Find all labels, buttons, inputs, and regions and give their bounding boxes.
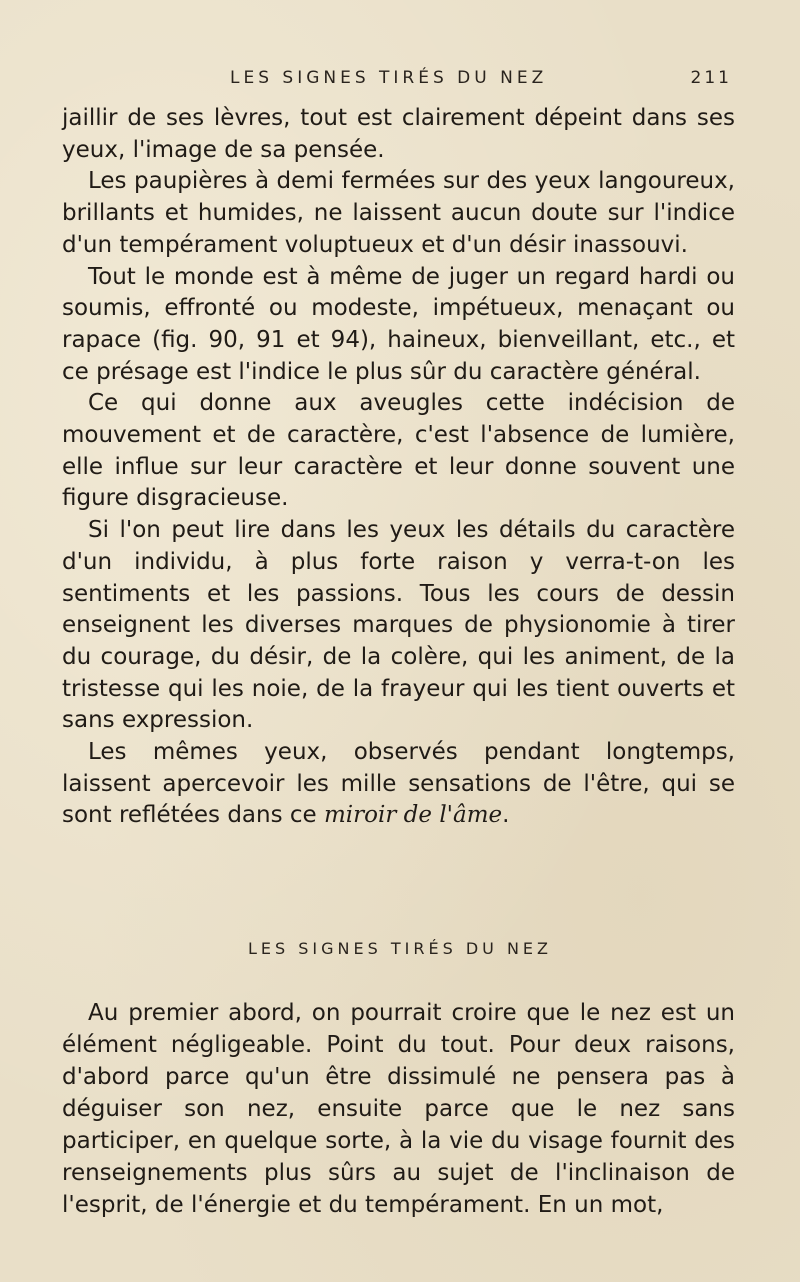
paragraph-mirror-italic: miroir de l'âme [324,802,503,829]
section-heading: LES SIGNES TIRÉS DU NEZ [248,939,552,958]
body-text [62,103,735,832]
paragraph-nose: Au premier abord, on pourrait croire que le nez est un élément négligeable. Point du tout. Pour deux raisons, d'abord parce qu'un être dissimulé ne pensera pas à déguiser son nez, ensuite parce que le nez sans participer, en quelque sorte, à la vie du visage fournit des renseignements plus sûrs au sujet de l'inclinaison de l'esprit, de l'énergie et du tempérament. En un mot, [62,1000,735,1218]
section-text [62,997,735,1221]
paragraph-mirror [62,737,735,832]
paragraph-blind: Ce qui donne aux aveugles cette indécision de mouvement et de caractère, c'est l'absence de lumière, elle influe sur leur caractère et leur donne souvent une figure disgracieuse. [62,390,735,512]
paragraph-continued: jaillir de ses lèvres, tout est clairement dépeint dans ses yeux, l'image de sa pensée. [62,105,735,163]
paragraph-mirror-text: Les mêmes yeux, observés pendant longtemps, laissent apercevoir les mille sensations de l'être, qui se sont reflétées dans ce [62,739,735,829]
page-number: 211 [690,68,732,88]
running-title: LES SIGNES TIRÉS DU NEZ [230,68,548,88]
paragraph-feelings: Si l'on peut lire dans les yeux les détails du caractère d'un individu, à plus forte raison y verra-t-on les sentiments et les passions. Tous les cours de dessin enseignent les diverses marques de physionomie à tirer du courage, du désir, de la colère, qui les animent, de la tristesse qui les noie, de la frayeur qui les tient ouverts et sans expression. [62,517,735,734]
paragraph-eyelids: Les paupières à demi fermées sur des yeux langoureux, brillants et humides, ne laissent aucun doute sur l'indice d'un tempérament voluptueux et d'un désir inassouvi. [62,168,735,258]
paragraph-gaze: Tout le monde est à même de juger un regard hardi ou soumis, effronté ou modeste, impétueux, menaçant ou rapace (fig. 90, 91 et 94), haineux, bienveillant, etc., et ce présage est l'indice le plus sûr du caractère général. [62,263,735,385]
running-head [230,68,740,98]
paragraph-mirror-end: . [502,802,510,829]
